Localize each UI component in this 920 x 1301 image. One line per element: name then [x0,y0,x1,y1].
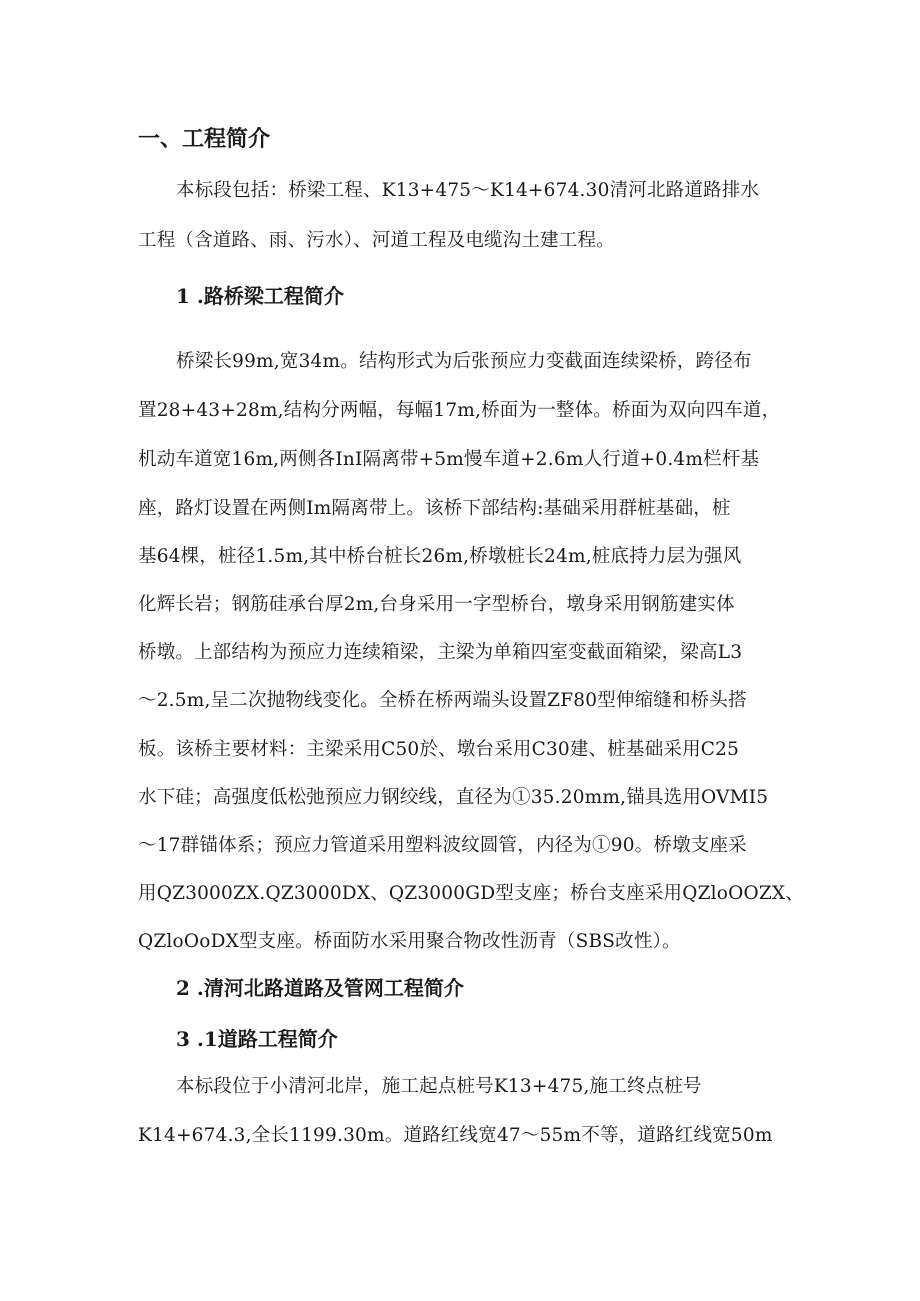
road-paragraph-line: 本标段位于小清河北岸，施工起点桩号K13+475,施工终点桩号 [176,1076,702,1097]
section-title: 一、工程简介 [138,127,271,152]
bridge-paragraph-line: 用QZ3000ZX.QZ3000DX、QZ3000GD型支座；桥台支座采用QZloOOZX、 [138,883,804,904]
intro-line: 本标段包括：桥梁工程、K13+475～K14+674.30清河北路道路排水 [176,180,760,201]
bridge-paragraph-line: 水下硅；高强度低松弛预应力钢绞线，直径为①35.20mm,锚具选用OVMI5 [138,787,769,808]
bridge-paragraph-line: 基64棵，桩径1.5m,其中桥台桩长26m,桥墩桩长24m,桩底持力层为强风 [138,546,742,567]
bridge-paragraph-line: 桥墩。上部结构为预应力连续箱梁，主梁为单箱四室变截面箱梁，梁高L3 [138,642,743,663]
subsection-title-road: 3 .1道路工程简介 [176,1027,338,1051]
intro-line: 工程（含道路、雨、污水）、河道工程及电缆沟土建工程。 [138,230,615,251]
subsection-title-bridge: 1 .路桥梁工程简介 [176,284,344,308]
bridge-paragraph-line: ～17群锚体系；预应力管道采用塑料波纹圆管，内径为①90。桥墩支座采 [138,835,747,856]
bridge-paragraph-line: 置28+43+28m,结构分两幅，每幅17m,桥面为一整体。桥面为双向四车道， [138,400,781,421]
bridge-paragraph-line: QZloOoDX型支座。桥面防水采用聚合物改性沥青（SBS改性）。 [138,931,681,952]
bridge-paragraph-line: 座，路灯设置在两侧Im隔离带上。该桥下部结构:基础采用群桩基础，桩 [138,498,731,519]
bridge-paragraph-line: 板。该桥主要材料：主梁采用C50於、墩台采用C30建、桩基础采用C25 [138,739,740,760]
bridge-paragraph-line: 机动车道宽16m,两侧各InI隔离带+5m慢车道+2.6m人行道+0.4m栏杆基 [138,449,760,470]
bridge-paragraph-line: ～2.5m,呈二次抛物线变化。全桥在桥两端头设置ZF80型伸缩缝和桥头搭 [138,690,747,711]
road-paragraph-line: K14+674.3,全长1199.30m。道路红线宽47～55m不等，道路红线宽50m [138,1125,773,1146]
bridge-paragraph-line: 化辉长岩；钢筋硅承台厚2m,台身采用一字型桥台，墩身采用钢筋建实体 [138,594,735,615]
subsection-title-road-network: 2 .清河北路道路及管网工程简介 [176,976,464,1000]
bridge-paragraph-line: 桥梁长99m,宽34m。结构形式为后张预应力变截面连续梁桥，跨径布 [176,351,752,372]
